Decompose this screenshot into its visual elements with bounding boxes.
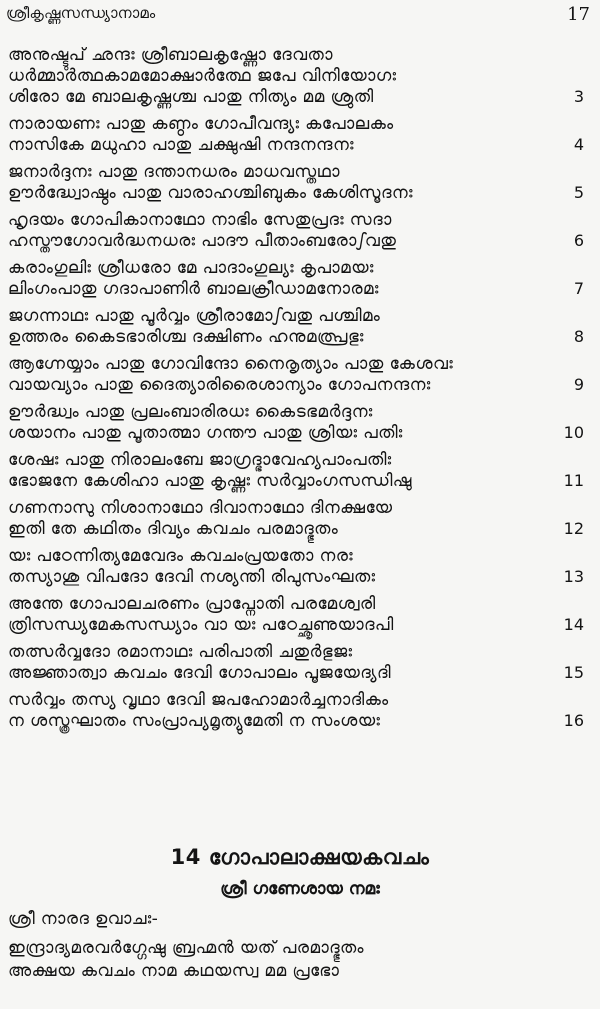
verse-number: 10	[563, 423, 584, 442]
verse-block	[8, 498, 592, 540]
verse-line: ഇന്ദ്രാദ്യമരവർഗ്ഗേഷു ബ്രഹ്മൻ യത് പരമാദ്ഭുതം	[8, 938, 364, 958]
running-title: ശ്രീകൃഷ്ണസന്ധ്യാനാമം	[6, 4, 156, 22]
chapter-title: 14 ഗോപാലാക്ഷയകവചം	[170, 845, 430, 869]
verse-block	[8, 45, 592, 108]
verse-block	[8, 690, 592, 732]
verse-number: 12	[563, 519, 584, 538]
verse-line: ശിരോ മേ ബാലകൃഷ്ണശ്ച പാതു നിത്യം മമ ശ്രുതി	[8, 87, 374, 107]
verse-number: 9	[573, 375, 584, 394]
verse-line: ജനാർദ്ദനഃ പാതു ദന്താനധരം മാധവസ്തഥാ	[8, 162, 340, 182]
chapter-invocation: ശ്രീ ഗണേശായ നമഃ	[220, 879, 380, 899]
verse-number: 8	[573, 327, 584, 346]
verse-line: ഊർദ്ധ്വോഷ്ഠം പാതു വാരാഹശ്ചിബുകം കേശിസൂദനഃ	[8, 183, 413, 203]
verse-line: അക്ഷയ കവചം നാമ കഥയസ്വ മമ പ്രഭോ	[8, 961, 340, 981]
verse-line: നാസികേ മധുഹാ പാതു ചക്ഷുഷി നന്ദനന്ദനഃ	[8, 135, 354, 155]
page-number: 17	[567, 4, 590, 25]
verse-list	[8, 45, 592, 738]
verse-number: 6	[573, 231, 584, 250]
verse-number: 13	[563, 567, 584, 586]
verse-block	[8, 258, 592, 300]
verse-line: അന്തേ ഗോപാലചരണം പ്രാപ്നോതി പരമേശ്വരി	[8, 594, 376, 614]
chapter-heading	[0, 843, 600, 901]
verse-number: 15	[563, 663, 584, 682]
verse-number: 3	[573, 87, 584, 106]
verse-line: ശേഷഃ പാതു നിരാലംബേ ജാഗ്രദ്ഭാവേഹ്യപാംപതിഃ	[8, 450, 392, 470]
verse-line: അജ്ഞാത്വാ കവചം ദേവി ഗോപാലം പൂജയേദ്യദി	[8, 663, 391, 683]
verse-line: ശയാനം പാതു പൂതാത്മാ ഗന്തൗ പാതു ശ്രിയഃ പതിഃ	[8, 423, 403, 443]
verse-line: ആഗ്നേയ്യാം പാതു ഗോവിന്ദോ നൈരൃത്യാം പാതു കേശവഃ	[8, 354, 454, 374]
verse-number: 16	[563, 711, 584, 730]
verse-line: ഉത്തരം കൈടഭാരിശ്ച ദക്ഷിണം ഹനുമത്പ്രഭുഃ	[8, 327, 364, 347]
narada-section	[8, 908, 592, 983]
verse-line: യഃ പഠേന്നിത്യമേവേദം കവചംപ്രയതോ നരഃ	[8, 546, 354, 566]
verse-line: ലിംഗംപാതു ഗദാപാണിർ ബാലക്രീഡാമനോരമഃ	[8, 279, 379, 299]
verse-block	[8, 594, 592, 636]
verse-number: 11	[563, 471, 584, 490]
verse-line: ജഗന്നാഥഃ പാതു പൂർവ്വം ശ്രീരാമോഽവതു പശ്ചിമം	[8, 306, 381, 326]
verse-line: തസ്യാശു വിപദോ ദേവി നശ്യന്തി രിപുസംഘതഃ	[8, 567, 376, 587]
verse-line: ഊർദ്ധ്വം പാതു പ്രലംബാരിരധഃ കൈടഭമർദ്ദനഃ	[8, 402, 373, 422]
verse-line: ഹസ്തൗഗോവർദ്ധനധരഃ പാദൗ പീതാംബരോഽവതു	[8, 231, 397, 251]
verse-block	[8, 450, 592, 492]
verse-line: ന ശസ്ത്രഘാതം സംപ്രാപ്യമൃത്യുമേതി ന സംശയഃ	[8, 711, 381, 731]
verse-line: സർവ്വം തസ്യ വൃഥാ ദേവി ജപഹോമാർച്ചനാദികം	[8, 690, 389, 710]
running-header	[6, 4, 594, 32]
verse-line: ഗണനാസു നിശാനാഥോ ദിവാനാഥോ ദിനക്ഷയേ	[8, 498, 393, 518]
verse-line: ഭോജനേ കേശിഹാ പാതു കൃഷ്ണഃ സർവ്വാംഗസന്ധിഷു	[8, 471, 412, 491]
verse-number: 14	[563, 615, 584, 634]
verse-block	[8, 402, 592, 444]
verse-line: ഇതി തേ കഥിതം ദിവ്യം കവചം പരമാദ്ഭുതം	[8, 519, 339, 539]
verse-line: ധർമ്മാർത്ഥകാമമോക്ഷാർത്ഥേ ജപേ വിനിയോഗഃ	[8, 66, 397, 86]
verse-line: അനുഷ്ടുപ് ഛന്ദഃ ശ്രീബാലകൃഷ്ണോ ദേവതാ	[8, 45, 333, 65]
verse-block	[8, 354, 592, 396]
verse-line: നാരായണഃ പാതു കണ്ഠം ഗോപീവന്ദ്യഃ കപോലകം	[8, 114, 394, 134]
verse-line: വായവ്യാം പാതു ദൈത്യാരിരൈശാന്യാം ഗോപനന്ദനഃ	[8, 375, 431, 395]
verse-block	[8, 114, 592, 156]
verse-line: കരാംഗുലിഃ ശ്രീധരോ മേ പാദാംഗുല്യഃ കൃപാമയഃ	[8, 258, 374, 278]
verse-block	[8, 642, 592, 684]
verse-number: 7	[573, 279, 584, 298]
verse-block	[8, 306, 592, 348]
speaker-line: ശ്രീ നാരദ ഉവാചഃ-	[8, 909, 159, 929]
verse-line: ഹൃദയം ഗോപികാനാഥോ നാഭിം സേതുപ്രദഃ സദാ	[8, 210, 392, 230]
verse-block	[8, 546, 592, 588]
verse-number: 4	[573, 135, 584, 154]
verse-block	[8, 162, 592, 204]
verse-number: 5	[573, 183, 584, 202]
verse-block	[8, 210, 592, 252]
verse-line: തത്സർവ്വദോ രമാനാഥഃ പരിപാതി ചതുർഭുജഃ	[8, 642, 353, 662]
verse-line: ത്രിസന്ധ്യമേകസന്ധ്യാം വാ യഃ പഠേച്ഛൃണുയാദപി	[8, 615, 394, 635]
